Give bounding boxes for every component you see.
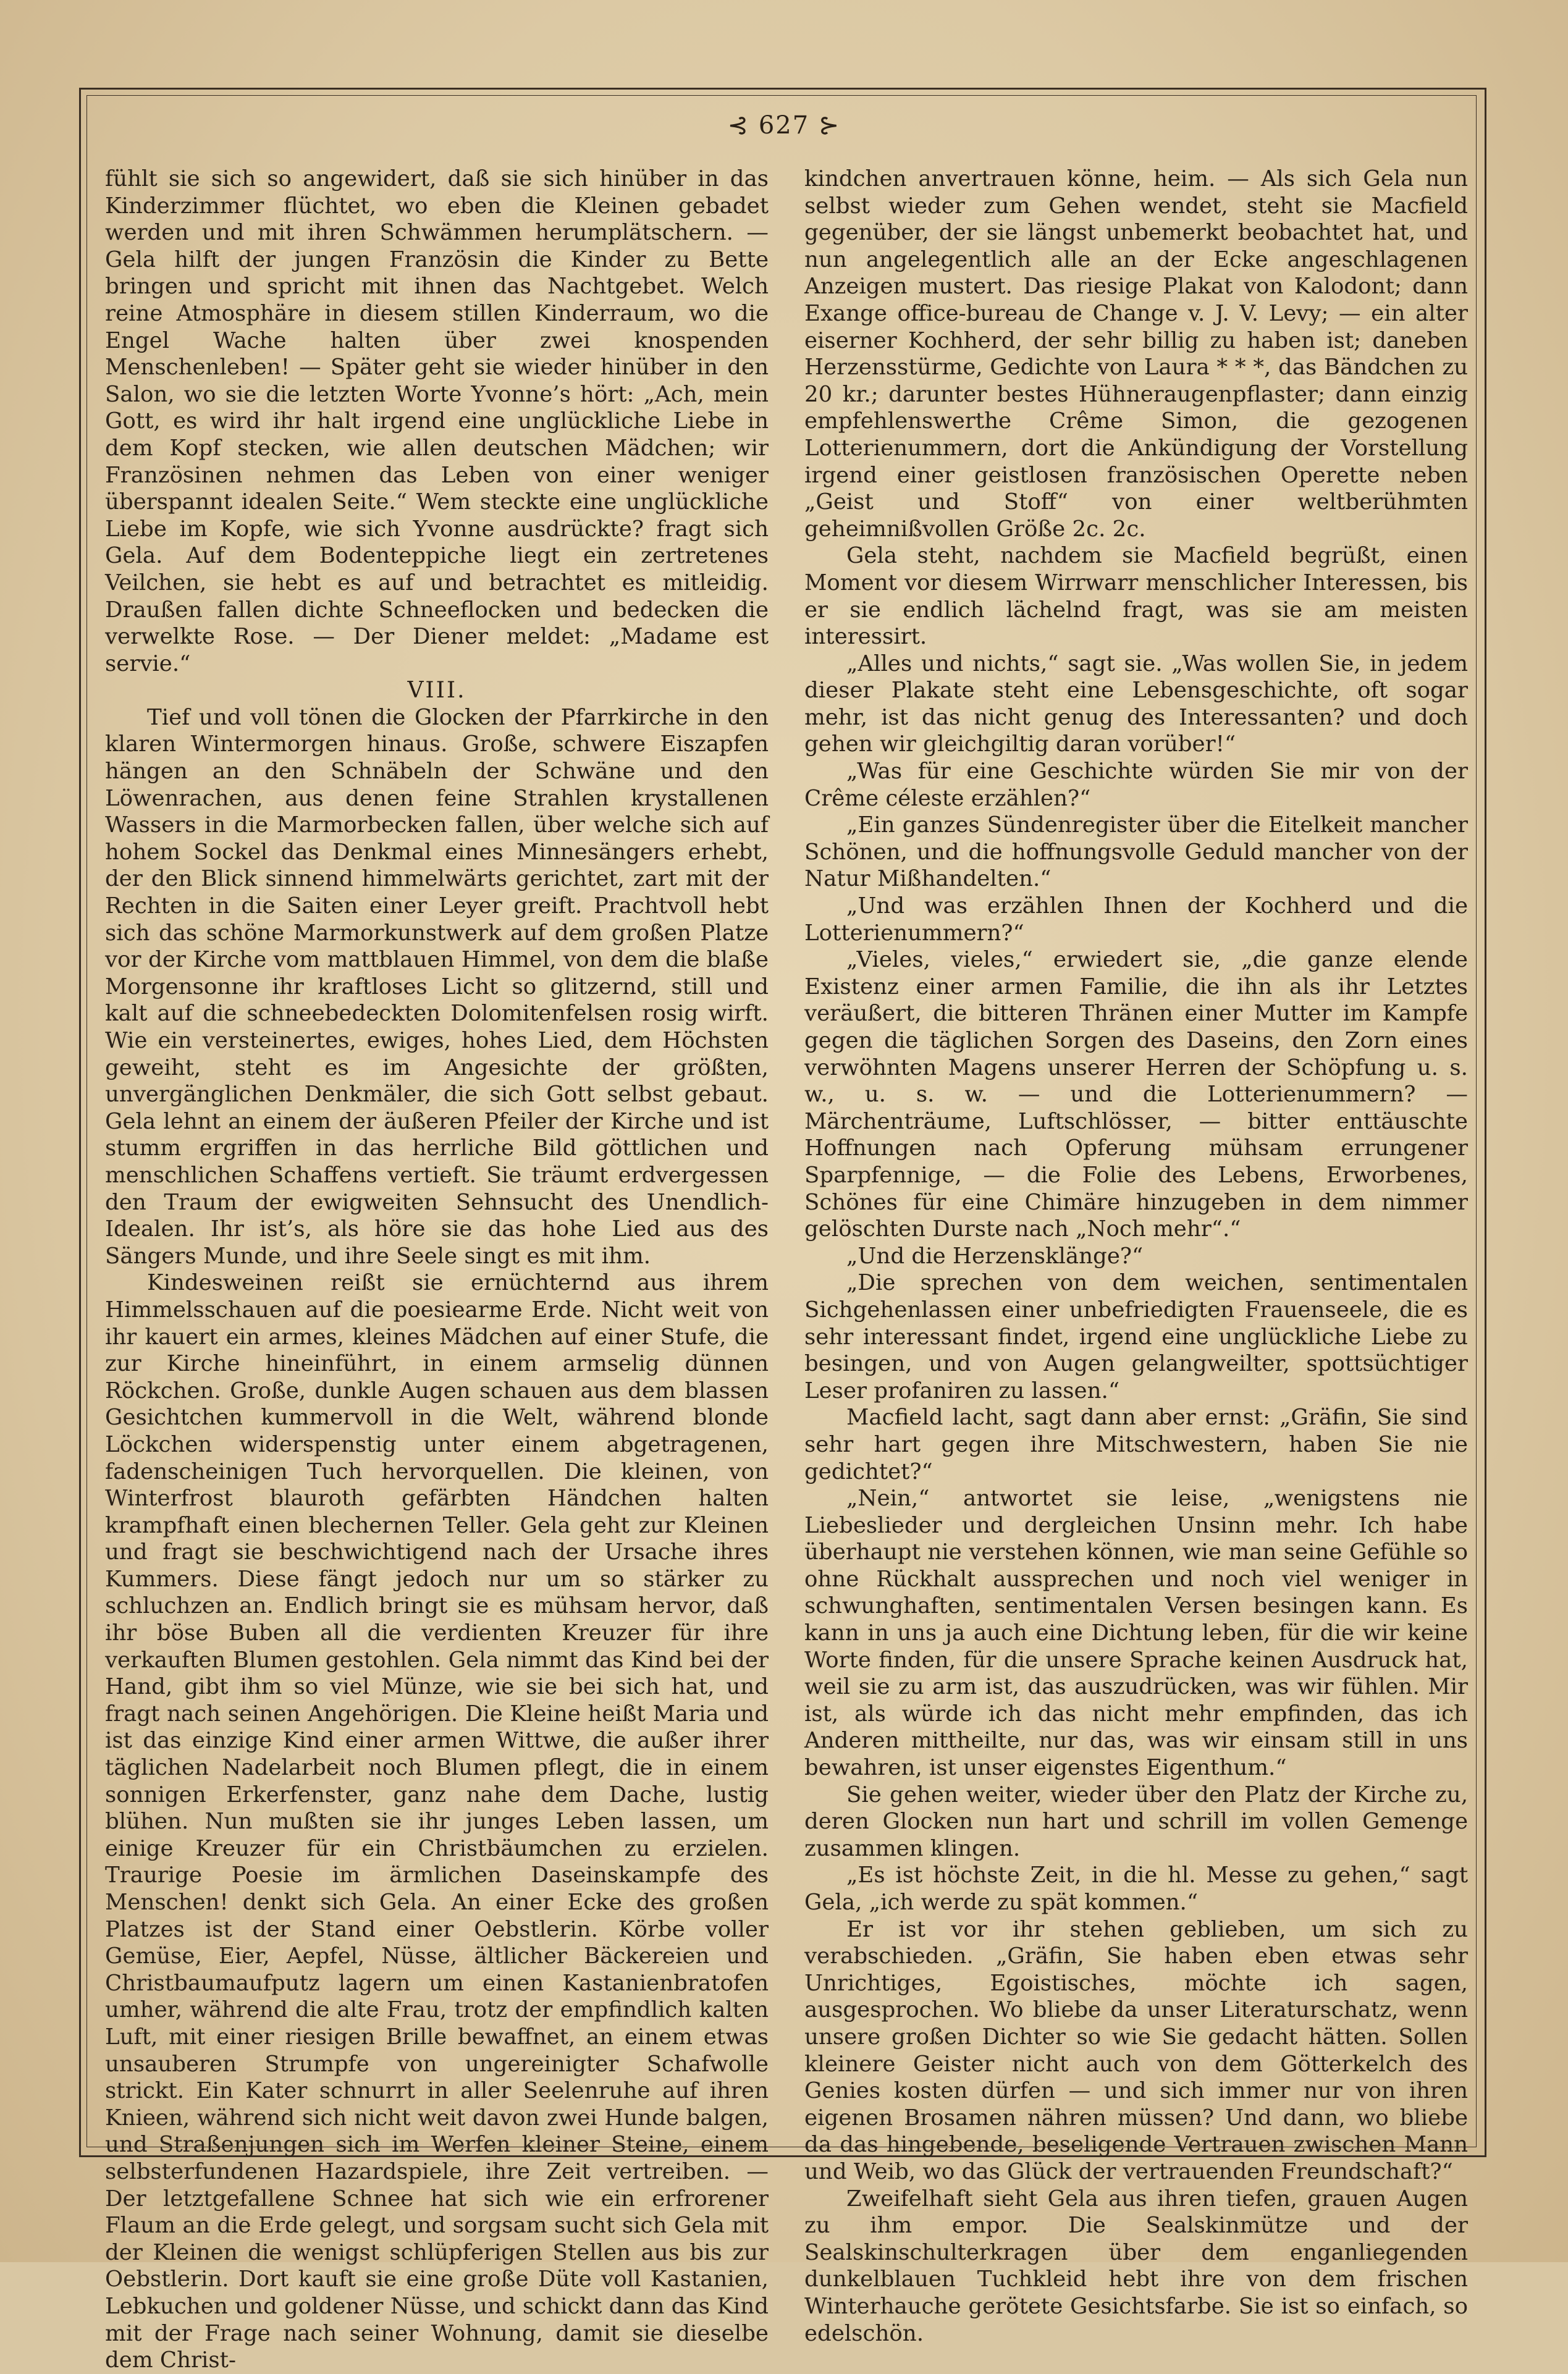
paragraph: Gela steht, nachdem sie Macfield begrüßt, einen Moment vor diesem Wirrwarr menschlicher Interessen, bis er sie endlich lächelnd fragt, was sie am meisten interessirt. [804, 543, 1468, 650]
ornament-left-icon: ⊰ [727, 111, 759, 140]
paragraph: „Und die Herzensklänge?“ [846, 1243, 1144, 1269]
right-column [804, 166, 1468, 2347]
paragraph: fühlt sie sich so angewidert, daß sie sich hinüber in das Kinderzimmer flüchtet, wo eben die Kleinen gebadet werden und mit ihren Schwämmen herumplätschern. — Gela hilft der jungen Französin die Kinder zu Bette bringen und spricht mit ihnen das Nachtgebet. Welch reine Atmosphäre in diesem stillen Kinderraum, wo die Engel Wache halten über zwei knospenden Menschenleben! — Später geht sie wieder hinüber in den Salon, wo sie die letzten Worte Yvonne’s hört: „Ach, mein Gott, es wird ihr halt irgend eine unglückliche Liebe in dem Kopf stecken, wie allen deutschen Mädchen; wir Französinen nehmen das Leben von einer weniger überspannt idealen Seite.“ Wem steckte eine unglückliche Liebe im Kopfe, wie sich Yvonne ausdrückte? fragt sich Gela. Auf dem Bodenteppiche liegt ein zertretenes Veilchen, sie hebt es auf und betrachtet es mitleidig. Draußen fallen dichte Schneeflocken und bedecken die verwelkte Rose. — Der Diener meldet: „Madame est servie.“ [105, 166, 769, 676]
section-heading: VIII. [407, 678, 466, 704]
paragraph: „Was für eine Geschichte würden Sie mir von der Crême céleste erzählen?“ [804, 759, 1468, 811]
paragraph: Sie gehen weiter, wieder über den Platz der Kirche zu, deren Glocken nun hart und schrill im vollen Gemenge zusammen klingen. [804, 1782, 1468, 1861]
paragraph: „Vieles, vieles,“ erwiedert sie, „die ganze elende Existenz einer armen Familie, die ihn als ihr Letztes veräußert, die bitteren Thränen einer Mutter im Kampfe gegen die täglichen Sorgen des Daseins, den Zorn eines verwöhnten Magens unserer Herren der Schöpfung u. s. w., u. s. w. — und die Lotterienummern? — Märchenträume, Luftschlösser, — bitter enttäuschte Hoffnungen nach Opferung mühsam errungener Sparpfennige, — die Folie des Lebens, Erworbenes, Schönes für eine Chimäre hinzugeben in dem nimmer gelöschten Durste nach „Noch mehr“.“ [804, 947, 1468, 1242]
paragraph: kindchen anvertrauen könne, heim. — Als sich Gela nun selbst wieder zum Gehen wendet, steht sie Macfield gegenüber, der sie längst unbemerkt beobachtet hat, und nun angelegentlich alle an der Ecke angeschlagenen Anzeigen mustert. Das riesige Plakat von Kalodont; dann Exange office-bureau de Change v. J. V. Levy; — ein alter eiserner Kochherd, der sehr billig zu haben ist; daneben Herzensstürme, Gedichte von Laura * * *, das Bändchen zu 20 kr.; darunter bestes Hühneraugenpflaster; dann einzig empfehlenswerthe Crême Simon, die gezogenen Lotterienummern, dort die Ankündigung der Vorstellung irgend einer geistlosen französischen Operette neben „Geist und Stoff“ von einer weltberühmten geheimnißvollen Größe 2c. 2c. [804, 166, 1468, 542]
page-number-text: 627 [758, 111, 810, 140]
paragraph: „Es ist höchste Zeit, in die hl. Messe zu gehen,“ sagt Gela, „ich werde zu spät kommen.“ [804, 1863, 1468, 1915]
ornament-right-icon: ⊱ [809, 111, 841, 140]
paragraph: Macfield lacht, sagt dann aber ernst: „Gräfin, Sie sind sehr hart gegen ihre Mitschwestern, haben Sie nie gedichtet?“ [804, 1405, 1468, 1484]
paragraph: „Nein,“ antwortet sie leise, „wenigstens nie Liebeslieder und dergleichen Unsinn mehr. Ich habe überhaupt nie verstehen können, wie man seine Gefühle so ohne Rückhalt aussprechen und noch viel weniger in schwunghaften, sentimentalen Versen besingen kann. Es kann in uns ja auch eine Dichtung leben, für die wir keine Worte finden, für die unsere Sprache keinen Ausdruck hat, weil sie zu arm ist, das auszudrücken, was wir fühlen. Mir ist, als würde ich das nicht mehr empfinden, das ich Anderen mittheilte, nur das, was wir einsam still in uns bewahren, ist unser eigenstes Eigenthum.“ [804, 1486, 1468, 1781]
left-column [105, 166, 769, 2374]
paragraph: „Und was erzählen Ihnen der Kochherd und die Lotterienummern?“ [804, 893, 1468, 946]
paragraph: Er ist vor ihr stehen geblieben, um sich zu verabschieden. „Gräfin, Sie haben eben etwas sehr Unrichtiges, Egoistisches, möchte ich sagen, ausgesprochen. Wo bliebe da unser Literaturschatz, wenn unsere großen Dichter so wie Sie gedacht hätten. Sollen kleinere Geister nicht auch von dem Götterkelch des Genies kosten dürfen — und sich immer nur von ihren eigenen Brosamen nähren müssen? Und dann, wo bliebe da das hingebende, beseligende Vertrauen zwischen Mann und Weib, wo das Glück der vertrauenden Freundschaft?“ [804, 1916, 1468, 2184]
paragraph: „Alles und nichts,“ sagt sie. „Was wollen Sie, in jedem dieser Plakate steht eine Lebensgeschichte, oft sogar mehr, ist das nicht genug des Interessanten? und doch gehen wir gleichgiltig daran vorüber!“ [804, 650, 1468, 757]
paragraph: „Die sprechen von dem weichen, sentimentalen Sichgehenlassen einer unbefriedigten Frauenseele, die es sehr interessant findet, irgend eine unglückliche Liebe zu besingen, und von Augen gelangweilter, spottsüchtiger Leser profaniren zu lassen.“ [804, 1270, 1468, 1404]
paragraph: Zweifelhaft sieht Gela aus ihren tiefen, grauen Augen zu ihm empor. Die Sealskinmütze und der Sealskinschulterkragen über dem enganliegenden dunkelblauen Tuchkleid hebt ihre von dem frischen Winterhauche gerötete Gesichtsfarbe. Sie ist so einfach, so edelschön. [804, 2186, 1468, 2346]
paragraph: Tief und voll tönen die Glocken der Pfarrkirche in den klaren Wintermorgen hinaus. Große, schwere Eiszapfen hängen an den Schnäbeln der Schwäne und den Löwenrachen, aus denen feine Strahlen krystallenen Wassers in die Marmorbecken fallen, über welche sich auf hohem Sockel das Denkmal eines Minnesängers erhebt, der den Blick sinnend himmelwärts gerichtet, zart mit der Rechten in die Saiten einer Leyer greift. Prachtvoll hebt sich das schöne Marmorkunstwerk auf dem großen Platze vor der Kirche vom mattblauen Himmel, von dem die blaße Morgensonne ihr kraftloses Licht so glitzernd, still und kalt auf die schneebedeckten Dolomitenfelsen rosig wirft. Wie ein versteinertes, ewiges, hohes Lied, dem Höchsten geweiht, steht es im Angesichte der größten, unvergänglichen Denkmäler, die sich Gott selbst gebaut. Gela lehnt an einem der äußeren Pfeiler der Kirche und ist stumm ergriffen in das herrliche Bild göttlichen und menschlichen Schaffens vertieft. Sie träumt erdvergessen den Traum der ewigweiten Sehnsucht des Unendlich-Idealen. Ihr ist’s, als höre sie das hohe Lied aus des Sängers Munde, und ihre Seele singt es mit ihm. [105, 704, 769, 1269]
paragraph: Kindesweinen reißt sie ernüchternd aus ihrem Himmelsschauen auf die poesiearme Erde. Nicht weit von ihr kauert ein armes, kleines Mädchen auf einer Stufe, die zur Kirche hineinführt, in einem armselig dünnen Röckchen. Große, dunkle Augen schauen aus dem blassen Gesichtchen kummervoll in die Welt, während blonde Löckchen widerspenstig unter einem abgetragenen, fadenscheinigen Tuch hervorquellen. Die kleinen, von Winterfrost blauroth gefärbten Händchen halten krampfhaft einen blechernen Teller. Gela geht zur Kleinen und fragt sie beschwichtigend nach der Ursache ihres Kummers. Diese fängt jedoch nur um so stärker zu schluchzen an. Endlich bringt sie es mühsam hervor, daß ihr böse Buben all die verdienten Kreuzer für ihre verkauften Blumen gestohlen. Gela nimmt das Kind bei der Hand, gibt ihm so viel Münze, wie sie bei sich hat, und fragt nach seinen Angehörigen. Die Kleine heißt Maria und ist das einzige Kind einer armen Wittwe, die außer ihrer täglichen Nadelarbeit noch Blumen pflegt, die in einem sonnigen Erkerfenster, ganz nahe dem Dache, lustig blühen. Nun mußten sie ihr junges Leben lassen, um einige Kreuzer für ein Christbäumchen zu erzielen. Traurige Poesie im ärmlichen Daseinskampfe des Menschen! denkt sich Gela. An einer Ecke des großen Platzes ist der Stand einer Oebstlerin. Körbe voller Gemüse, Eier, Aepfel, Nüsse, ältlicher Bäckereien und Christbaumaufputz lagern um einen Kastanienbratofen umher, während die alte Frau, trotz der empfindlich kalten Luft, mit einer riesigen Brille bewaffnet, an einem etwas unsauberen Strumpfe von ungereinigter Schafwolle strickt. Ein Kater schnurrt in aller Seelenruhe auf ihren Knieen, während sich nicht weit davon zwei Hunde balgen, und Straßenjungen sich im Werfen kleiner Steine, einem selbsterfundenen Hazardspiele, ihre Zeit vertreiben. — Der letztgefallene Schnee hat sich wie ein erfrorener Flaum an die Erde gelegt, und sorgsam sucht sich Gela mit der Kleinen die wenigst schlüpferigen Stellen aus bis zur Oebstlerin. Dort kauft sie eine große Düte voll Kastanien, Lebkuchen und goldener Nüsse, und schickt dann das Kind mit der Frage nach seiner Wohnung, damit sie dieselbe dem Christ- [105, 1270, 769, 2373]
page-number [680, 111, 888, 140]
paragraph: „Ein ganzes Sündenregister über die Eitelkeit mancher Schönen, und die hoffnungsvolle Geduld mancher von der Natur Mißhandelten.“ [804, 812, 1468, 892]
